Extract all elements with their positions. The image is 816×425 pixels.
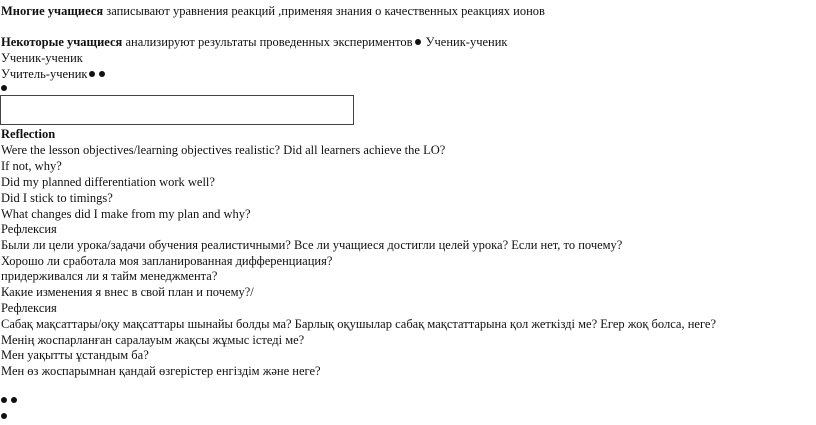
reflection-kz-q2: Менің жоспарланған саралауым жақсы жұмыс істеді ме? xyxy=(1,333,305,347)
most-students-label: Многие учащиеся xyxy=(1,4,104,18)
summary-line-some xyxy=(1,34,508,50)
interaction-teacher-student: Учитель-ученик xyxy=(1,67,88,81)
bullet-line xyxy=(1,408,9,424)
reflection-ru-q2: Хорошо ли сработала моя запланированная дифференциация? xyxy=(1,254,333,268)
bullet-icon xyxy=(1,397,7,403)
reflection-en-q1: Were the lesson objectives/learning objectives realistic? Did all learners achieve the LO? xyxy=(1,143,446,157)
interaction-student-student-b: Ученик-ученик xyxy=(1,51,83,65)
some-students-label: Некоторые учащиеся xyxy=(1,35,123,49)
reflection-heading: Reflection xyxy=(1,127,56,141)
bullet-icon xyxy=(11,397,17,403)
bullet-icon xyxy=(99,71,105,77)
empty-text-box xyxy=(0,95,354,125)
reflection-ru-heading: Рефлексия xyxy=(1,222,57,236)
reflection-en-q3: Did my planned differentiation work well? xyxy=(1,175,215,189)
reflection-en-q4: Did I stick to timings? xyxy=(1,191,113,205)
reflection-en-q2: If not, why? xyxy=(1,159,62,173)
reflection-kz-q3: Мен уақытты ұстандым ба? xyxy=(1,348,149,362)
reflection-kz-q1: Сабақ мақсаттары/оқу мақсаттары шынайы болды ма? Барлық оқушылар сабақ мақстаттарына қол жеткізді ме? Егер жоқ болса, неге? xyxy=(1,317,717,331)
bullet-line xyxy=(1,80,9,96)
bullet-line xyxy=(1,392,19,408)
reflection-kz-heading: Рефлексия xyxy=(1,301,57,315)
bullet-icon xyxy=(1,85,7,91)
some-students-text: анализируют результаты проведенных экспериментов xyxy=(122,35,413,49)
reflection-ru-q4: Какие изменения я внес в свой план и почему?/ xyxy=(1,285,254,299)
reflection-en-q5: What changes did I make from my plan and why? xyxy=(1,207,251,221)
interaction-student-student-a: Ученик-ученик xyxy=(422,35,508,49)
reflection-ru-q3: придерживался ли я тайм менеджмента? xyxy=(1,269,218,283)
bullet-icon xyxy=(1,413,7,419)
reflection-ru-q1: Были ли цели урока/задачи обучения реалистичными? Все ли учащиеся достигли целей урока? Если нет, то почему? xyxy=(1,238,623,252)
bullet-icon xyxy=(89,71,95,77)
most-students-text: записывают уравнения реакций ,применяя знания о качественных реакциях ионов xyxy=(103,4,545,18)
reflection-kz-q4: Мен өз жоспарымнан қандай өзгерістер енгіздім және неге? xyxy=(1,364,321,378)
bullet-icon xyxy=(415,39,421,45)
interaction-teacher-student-line xyxy=(1,66,107,82)
summary-line-most xyxy=(1,3,545,19)
